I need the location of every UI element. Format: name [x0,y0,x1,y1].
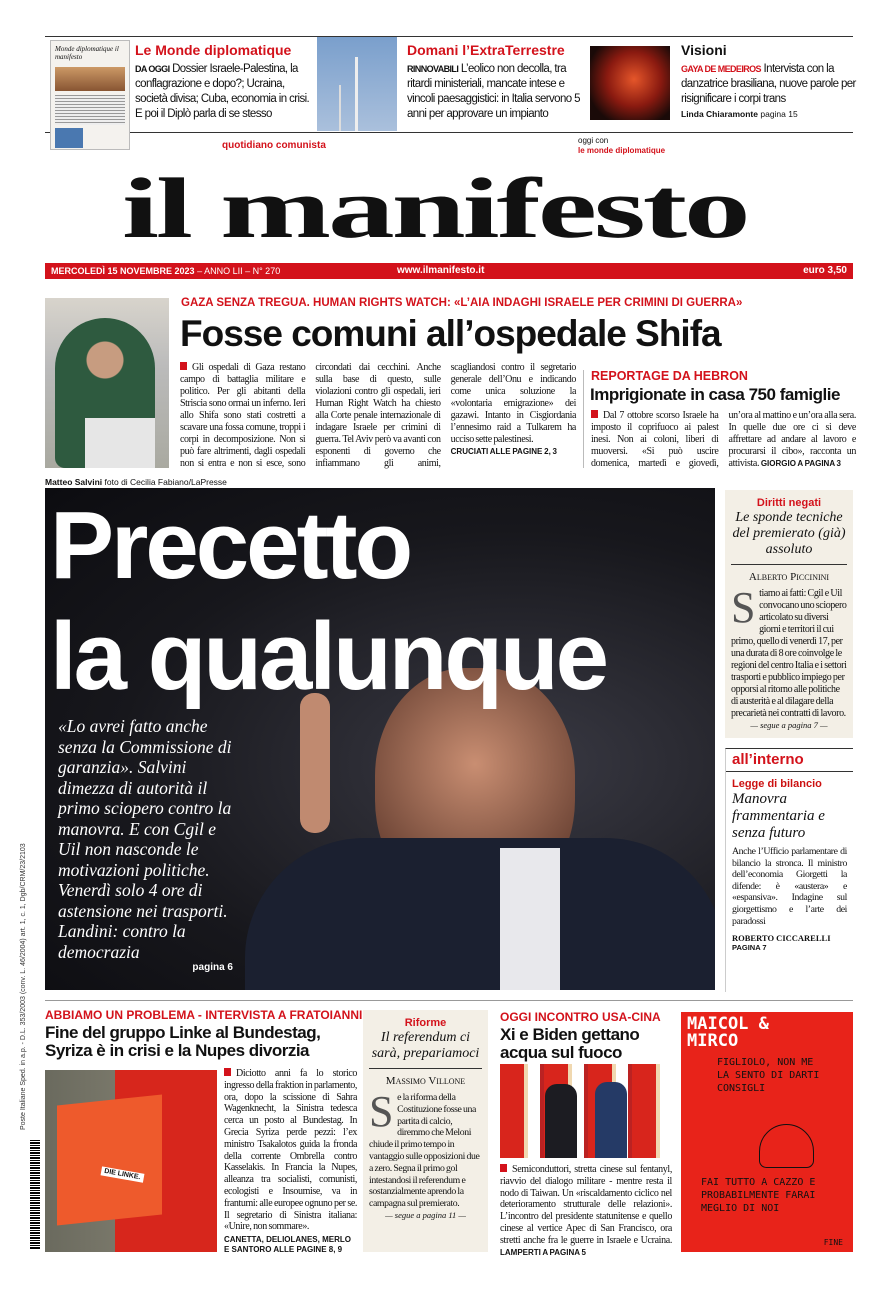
editorial-body: tiamo ai fatti: Cgil e Uil convocano uno sciopero articolato su diversi giorni e territori il cui primo, quello di venerdì 17, per una durata di 8 ore coinvolge le regioni del centro Italia e i settori trasporti e pubblico impiego per opporsi al ritorno alle politiche di austerità e al dilagare della precarietà nei contratti di lavoro. [731,588,847,719]
thumbnail-title: Monde diplomatique il manifesto [55,45,119,61]
main-headline[interactable] [50,490,606,712]
comic-end: FINE [823,1238,843,1247]
page-reference[interactable]: LAMPERTI A PAGINA 5 [500,1247,586,1257]
interno-title[interactable]: Manovra frammentaria e senza futuro [732,791,825,841]
xi-biden-photo [500,1064,670,1158]
article-marker-icon [500,1164,509,1172]
main-summary-block [58,716,233,974]
article-marker-icon [180,362,189,370]
teaser-title: Le Monde diplomatique [135,42,292,58]
hand-drawing [759,1124,814,1168]
comic-speech-1: FIGLIOLO, NON ME LA SENTO DI DARTI CONSIGLI [717,1057,820,1094]
date-bar [45,263,853,279]
teaser-text: L’eolico non decolla, tra ritardi ministeriali, mancate intese e vincoli paesaggistici: in Italia servono 5 anni per approvare un impianto [407,63,580,120]
main-page-reference[interactable]: pagina 6 [192,962,233,973]
continued-reference[interactable]: — segue a pagina 7 — [750,720,828,730]
wind-turbines-photo [317,37,397,131]
teaser-title: Domani l’ExtraTerrestre [407,42,565,58]
hebron-article [591,410,856,470]
drop-cap: S [731,583,756,632]
teaser-kicker: DA OGGI [135,64,170,74]
gaza-headline[interactable]: Fosse comuni all’ospedale Shifa [180,313,721,354]
comic-authors: MAICOL & MIRCO [687,1014,769,1051]
photo-credit [45,477,227,487]
teaser-kicker: GAYA DE MEDEIROS [681,64,761,74]
article-body: Dal 7 ottobre scorso Israele ha imposto il coprifuoco ai palest inesi. Non ai coloni, liberi di muoversi. «Si può uscire domenica, martedì e giovedì, un’ora al mattino e un’ora alla sera. In quelle due ore ci si deve affrettare ad andare al lavoro e procurarsi il cibo», racconta un attivista. [591,410,856,469]
page-reference[interactable]: CRUCIATI ALLE PAGINE 2, 3 [450,447,557,456]
maicol-mirco-comic [681,1012,853,1252]
teaser-author: Linda Chiaramonte [681,109,758,119]
die-linke-label: DIE LINKE. [101,1166,144,1182]
teaser-text: Dossier Israele-Palestina, la conflagrazione e dopo?; Ucraina, società divisa; Cuba, economia in crisi. E poi il Diplò parla di se stesso [135,63,310,120]
gaza-woman-photo [45,298,169,468]
editorial-kicker: Diritti negati [756,497,822,509]
article-marker-icon [591,410,600,418]
teaser-page: pagina 15 [760,109,798,119]
editorial-author: Massimo Villone [385,1075,466,1087]
monde-teaser[interactable] [135,42,313,122]
postal-note: Poste Italiane Sped. in a.p. - D.L. 353/2003 (conv. L. 46/2004) art. 1, c. 1, Dgb/CRM/23/2103 [20,843,27,1130]
supplement-note [578,136,665,156]
linke-headline[interactable]: Fine del gruppo Linke al Bundestag, Syriza è in crisi e la Nupes divorzia [45,1023,321,1060]
oggi-con-label: oggi con [578,136,609,145]
main-headline-line1: Precetto [50,492,411,599]
extraterrestre-teaser[interactable] [407,42,585,122]
drop-cap: S [369,1087,394,1136]
monde-thumbnail [50,40,130,150]
issue-date: MERCOLEDÌ 15 NOVEMBRE 2023 [51,266,195,276]
editorial-body: e la riforma della Costituzione fosse una partita di calcio, diremmo che Meloni chiude il primo tempo in vantaggio sulle opposizioni due a zero. Segna il primo gol intestandosi il referendum e sostanzialmente aprendo la campagna sul premierato. [369,1092,480,1210]
price: euro 3,50 [803,265,847,276]
page-reference[interactable]: CANETTA, DELIOLANES, MERLO E SANTORO ALLE PAGINE 8, 9 [224,1235,351,1255]
gaza-article [180,362,576,470]
linke-kicker: ABBIAMO UN PROBLEMA - INTERVISTA A FRATOIANNI [45,1008,363,1022]
diritti-editorial [725,490,853,738]
article-body: Gli ospedali di Gaza restano campo di battaglia militare e politico. Per gli abitanti della Striscia sono ormai un inferno. Ieri allo Shifa sono stati costretti a scavare una fossa comune, troppi i corpi in decomposizione. Non si può fare altrimenti, dagli ospedali non si entra e non si esce, sono circondati dai cecchini. Anche sulla base di questo, sulle violazioni contro gli ospedali, ieri Human Right Watch ha chiesto alla Corte penale internazionale di indagare Israele per crimini di guerra. Tel Aviv però va avanti con esponenti di governo che infiammano gli animi, scagliandosi contro il segretario generale dell’Onu e indicando come unica soluzione la «volontaria emigrazione» dei gazawi. Intanto in Cisgiordania l’ennesimo raid a Tulkarem ha ucciso sette palestinesi. [180,362,576,469]
main-summary: «Lo avrei fatto anche senza la Commissione di garanzia». Salvini dimezza di autorità il primo sciopero contro la manovra. E con Cgil e Uil non nasconde le motivazioni politiche. Venerdì solo 4 ore di astensione nei trasporti. Landini: contro la democrazia [58,716,232,962]
barcode [30,1140,40,1250]
gaza-kicker: GAZA SENZA TREGUA. HUMAN RIGHTS WATCH: «L’AIA INDAGHI ISRAELE PER CRIMINI DI GUERRA» [181,297,743,309]
visioni-teaser[interactable] [681,42,856,119]
interno-page[interactable]: PAGINA 7 [732,943,767,953]
comic-speech-2: FAI TUTTO A CAZZO E PROBABILMENTE FARAI MEGLIO DI NOI [701,1177,816,1214]
hebron-headline[interactable]: Imprigionate in casa 750 famiglie [590,385,840,404]
interno-kicker: Legge di bilancio [732,778,822,790]
editorial-kicker: Riforme [404,1017,447,1029]
ballot-box-photo [45,1070,217,1252]
usacina-article [500,1164,672,1258]
masthead-logo[interactable]: il manifesto [122,160,748,256]
credit-name: Matteo Salvini [45,477,103,487]
issue-number: – ANNO LII – N° 270 [197,266,281,276]
hebron-kicker: REPORTAGE DA HEBRON [591,369,748,383]
continued-reference[interactable]: — segue a pagina 11 — [385,1209,466,1220]
teaser-title: Visioni [681,42,727,58]
teaser-text: Intervista con la danzatrice brasiliana, nuove parole per risignificare i corpi trans [681,63,856,105]
article-marker-icon [224,1068,233,1076]
dancer-photo [590,46,670,120]
interno-header: all’interno [732,751,804,768]
article-body: Diciotto anni fa lo storico ingresso della fraktion in parlamento, ora, dopo la scissione di Sahra Wagenknecht, la Sinistra tedesca cerca un posto al Bundestag. In Grecia Syriza perde pezzi: l’ex ministro Tsakalotos guida la fronda della corrente Ombrella contro Kasselakis. In Francia la Nupes, alleanza tra socialisti, comunisti, ecologisti e Insoumise, va in frantumi: alle europee ognuno per se. Il segretario di Sinistra italiana: «Unire, non sommare». [224,1068,357,1233]
editorial-author: Alberto Piccinini [748,571,830,583]
interno-box [725,748,853,992]
linke-article [224,1068,357,1255]
article-body: Semiconduttori, stretta cinese sul fentanyl, riavvio del dialogo militare - mentre resta il nodo di Taiwan. Un «riscaldamento ciclico nel deterioramento strutturale delle relazioni». L’incontro del presidente statunitense e quello cinese al vertice Apec di San Francisco, ora stretti anche fra le guerre in Israele e Ucraina. [500,1164,672,1246]
editorial-title[interactable]: Le sponde tecniche del premierato (già) assoluto [732,510,846,557]
usacina-headline[interactable]: Xi e Biden gettano acqua sul fuoco [500,1025,640,1062]
website-link[interactable]: www.ilmanifesto.it [397,265,485,276]
teaser-kicker: RINNOVABILI [407,64,459,74]
right-column [725,490,853,992]
masthead-tagline: quotidiano comunista [222,140,326,151]
main-headline-line2: la qualunque [50,603,607,710]
page-reference[interactable]: GIORGIO A PAGINA 3 [760,459,841,468]
usacina-kicker: OGGI INCONTRO USA-CINA [500,1010,661,1024]
editorial-title[interactable]: Il referendum ci sarà, prepariamoci [371,1030,480,1061]
interno-body: Anche l’Ufficio parlamentare di bilancio la stronca. Il ministro dell’economia Giorgetti la difende: è «austera» e «espansiva». Indagine sul giorgettismo e l’arte dei paradossi [732,846,847,927]
credit-photographer: foto di Cecilia Fabiano/LaPresse [104,477,227,487]
interno-author: ROBERTO CICCARELLI [732,933,831,944]
supplement-name: le monde diplomatique [578,146,666,155]
riforme-editorial [363,1010,488,1252]
